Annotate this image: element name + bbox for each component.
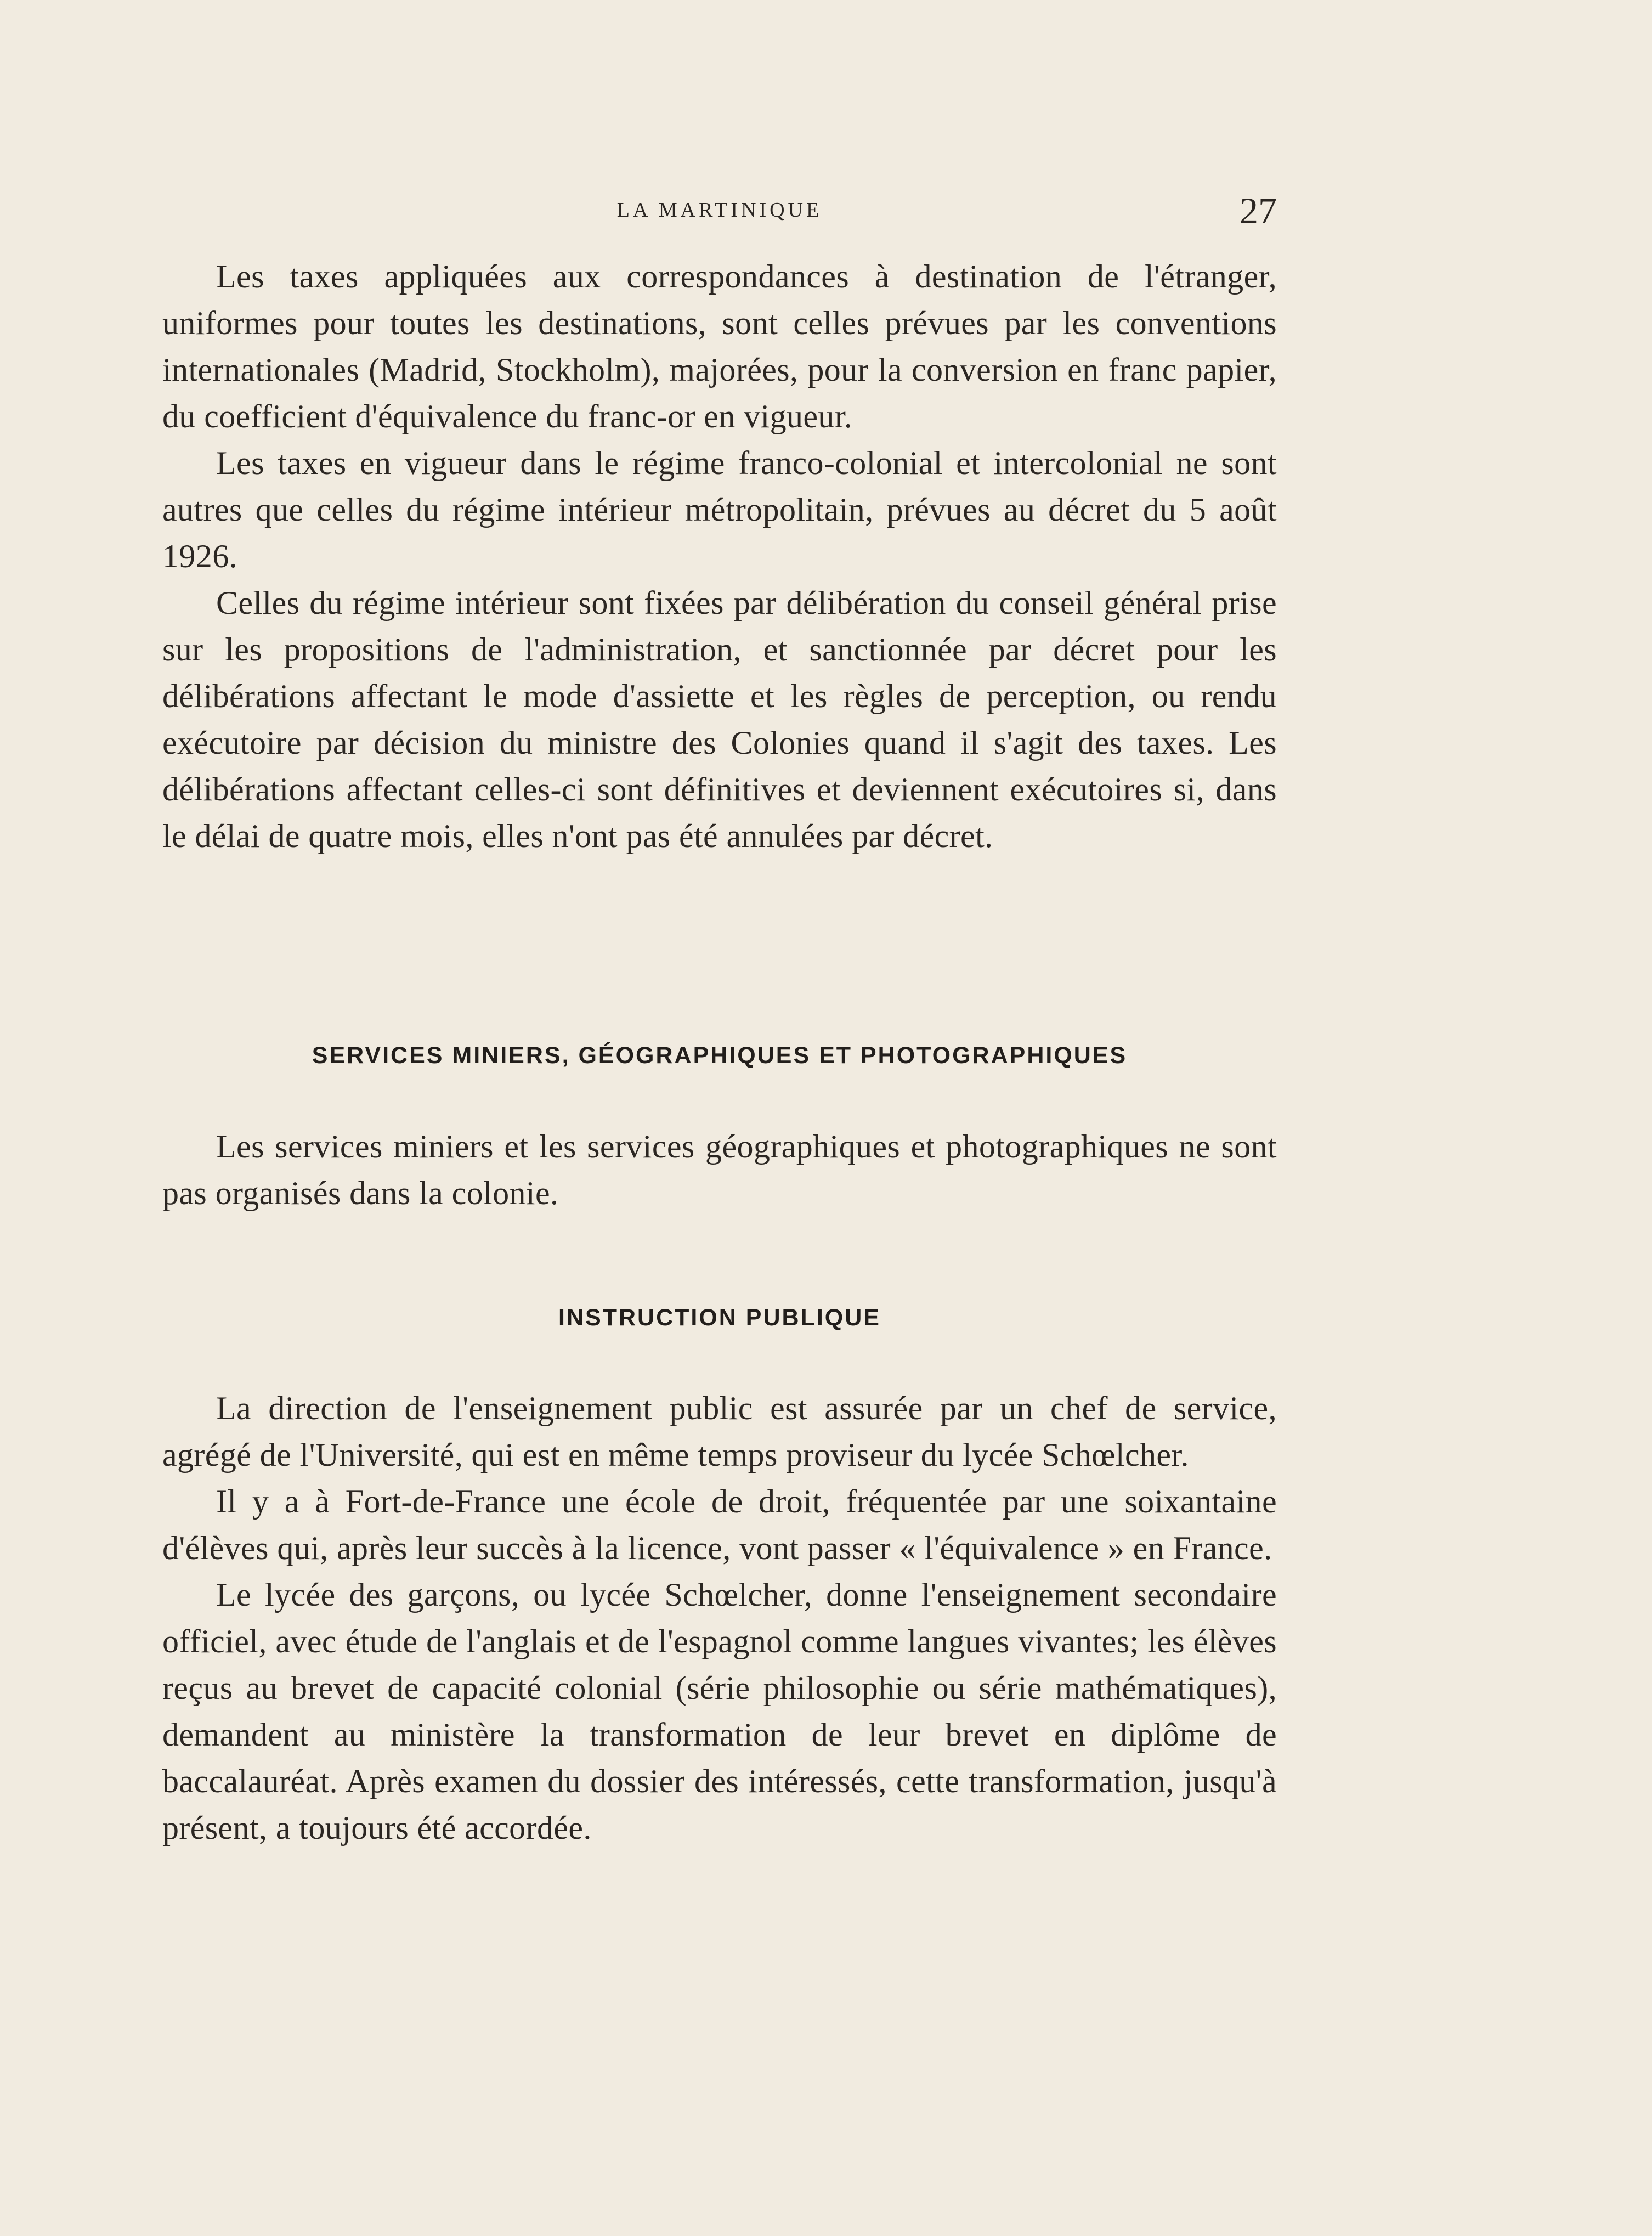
postal-rates-text	[162, 253, 1277, 860]
paragraph: La direction de l'enseignement public est assurée par un chef de service, agrégé de l'Université, qui est en même temps proviseur du lycée Schœlcher.	[162, 1390, 1277, 1473]
paragraph: Les taxes en vigueur dans le régime franco-colonial et intercolonial ne sont autres que celles du régime intérieur métropolitain, prévues au décret du 5 août 1926.	[162, 445, 1277, 574]
mining-services-text	[162, 1123, 1277, 1217]
section-heading-instruction: INSTRUCTION PUBLIQUE	[558, 1305, 881, 1331]
paragraph: Les taxes appliquées aux correspondances à destination de l'étranger, uniformes pour toutes les destinations, sont celles prévues par les conventions internationales (Madrid, Stockholm), majorées, pour la conversion en franc papier, du coefficient d'équivalence du franc-or en vigueur.	[162, 258, 1277, 434]
public-instruction-text	[162, 1385, 1277, 1851]
running-header	[162, 189, 1277, 233]
page-number: 27	[1240, 190, 1277, 231]
paragraph: Le lycée des garçons, ou lycée Schœlcher, donne l'enseignement secondaire officiel, avec étude de l'anglais et de l'espagnol comme langues vivantes; les élèves reçus au brevet de capacité colonial (série philosophie ou série mathématiques), demandent au ministère la transformation de leur brevet en diplôme de baccalauréat. Après examen du dossier des intéressés, cette transformation, jusqu'à présent, a toujours été accordée.	[162, 1577, 1277, 1846]
paragraph: Les services miniers et les services géographiques et photographiques ne sont pas organisés dans la colonie.	[162, 1128, 1277, 1211]
section-heading-mining: SERVICES MINIERS, GÉOGRAPHIQUES ET PHOTOGRAPHIQUES	[312, 1042, 1128, 1069]
paragraph: Celles du régime intérieur sont fixées par délibération du conseil général prise sur les propositions de l'administration, et sanctionnée par décret pour les délibérations affectant le mode d'assiette et les règles de perception, ou rendu exécutoire par décision du ministre des Colonies quand il s'agit des taxes. Les délibérations affectant celles-ci sont définitives et deviennent exécutoires si, dans le délai de quatre mois, elles n'ont pas été annulées par décret.	[162, 585, 1277, 854]
paragraph: Il y a à Fort-de-France une école de droit, fréquentée par une soixantaine d'élèves qui, après leur succès à la licence, vont passer « l'équivalence » en France.	[162, 1483, 1277, 1566]
running-title: LA MARTINIQUE	[616, 199, 823, 222]
